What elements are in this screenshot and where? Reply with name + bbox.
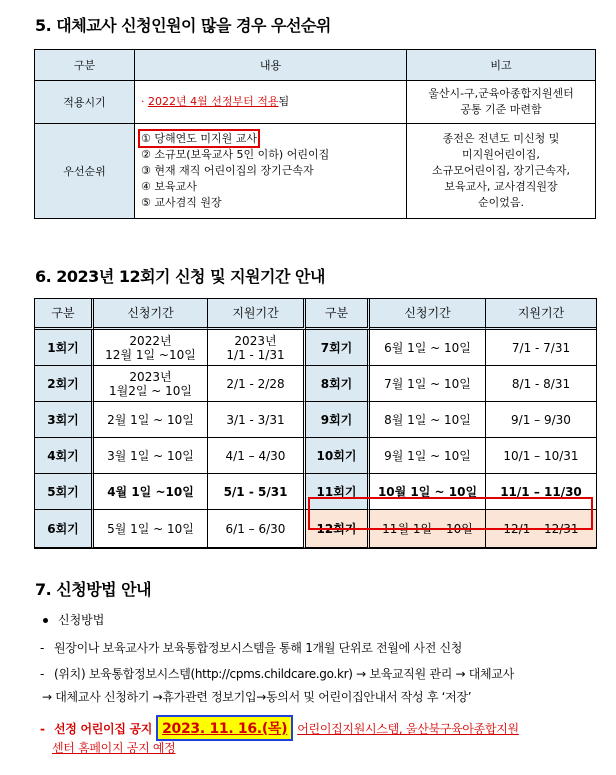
header-support-right: 지원기간 — [486, 299, 596, 330]
l-apply-cell — [94, 438, 208, 474]
cell-line: 2023년 — [129, 369, 172, 384]
priority-list — [135, 124, 407, 219]
r-round-cell: 12회기 — [306, 510, 370, 548]
header-apply-left: 신청기간 — [94, 299, 208, 330]
r-apply-cell: 6월 1일 ~ 10일 — [370, 330, 486, 366]
method-line-2 — [40, 665, 514, 682]
l-round-cell: 2회기 — [35, 366, 94, 402]
bullet-apply-method — [43, 611, 104, 628]
r-apply-cell: 8월 1일 ~ 10일 — [370, 402, 486, 438]
l-round-cell: 5회기 — [35, 474, 94, 510]
cell-line: 4월 1일 ~10일 — [107, 484, 194, 499]
method-line-5: 센터 홈페이지 공지 예정 — [52, 741, 176, 755]
dash: - — [40, 667, 45, 681]
priority-item — [141, 131, 406, 147]
period-note — [407, 81, 596, 124]
r-support-cell: 7/1 - 7/31 — [486, 330, 596, 366]
l-apply-cell — [94, 330, 208, 366]
cell-line: 6/1 – 6/30 — [225, 521, 286, 536]
l-support-cell — [208, 402, 306, 438]
l-apply-cell — [94, 510, 208, 548]
schedule-row — [35, 438, 596, 474]
method-line-1 — [40, 639, 462, 656]
cell-line: 4/1 – 4/30 — [225, 448, 286, 463]
note-line: 공통 기준 마련함 — [460, 103, 542, 116]
bullet-dot: · — [141, 95, 148, 108]
r-apply-cell: 11월 1일~ 10일 — [370, 510, 486, 548]
header-content: 내용 — [135, 50, 407, 81]
row-label-period: 적용시기 — [35, 81, 135, 124]
cell-line: 2023년 — [234, 333, 277, 348]
note-line: 미지원어린이집, — [462, 148, 540, 161]
cell-line: 5월 1일 ~ 10일 — [107, 521, 194, 536]
bullet-dot-icon — [43, 618, 48, 623]
r-support-cell: 11/1 – 11/30 — [486, 474, 596, 510]
method-text: 원장이나 보육교사가 보육통합정보시스템을 통해 1개월 단위로 전월에 사전 신청 — [54, 641, 463, 655]
note-line: 보육교사, 교사겸직원장 — [444, 180, 558, 193]
notice-label: 선정 어린이집 공지 — [54, 722, 153, 736]
header-support-left: 지원기간 — [208, 299, 306, 330]
cell-line: 3/1 - 3/31 — [226, 412, 285, 427]
priority-item-highlight: ① 당해연도 미지원 교사 — [141, 132, 257, 145]
bullet-label: 신청방법 — [58, 613, 105, 627]
l-round-cell: 6회기 — [35, 510, 94, 548]
notice-location: 어린이집지원시스템, 울산북구육아종합지원 — [297, 722, 519, 736]
note-line: 순이었음. — [477, 196, 524, 209]
l-support-cell — [208, 330, 306, 366]
header-note: 비고 — [407, 50, 596, 81]
l-support-cell — [208, 438, 306, 474]
r-support-cell: 8/1 - 8/31 — [486, 366, 596, 402]
header-category: 구분 — [35, 50, 135, 81]
schedule-row — [35, 366, 596, 402]
method-text: (위치) 보육통합정보시스템(http://cpms.childcare.go.kr) → 보육교직원 관리 → 대체교사 — [54, 667, 514, 681]
priority-item: ③ 현재 재직 어린이집의 장기근속자 — [141, 164, 314, 177]
r-apply-cell: 7월 1일 ~ 10일 — [370, 366, 486, 402]
header-apply-right: 신청기간 — [370, 299, 486, 330]
schedule-table — [34, 298, 597, 549]
notice-date: 2023. 11. 16.(목) — [156, 715, 293, 741]
cell-line: 2/1 - 2/28 — [226, 376, 285, 391]
r-round-cell: 10회기 — [306, 438, 370, 474]
r-round-cell: 7회기 — [306, 330, 370, 366]
section7-title: 7. 신청방법 안내 — [35, 580, 152, 599]
cell-line: 12월 1일 ~10일 — [105, 347, 196, 362]
schedule-row — [35, 330, 596, 366]
priority-table — [34, 49, 596, 219]
cell-line: 1월2일 ~ 10일 — [109, 383, 192, 398]
note-line: 울산시-구,군육아종합지원센터 — [428, 87, 574, 100]
period-suffix: 됨 — [278, 95, 290, 108]
section5-title: 5. 대체교사 신청인원이 많을 경우 우선순위 — [35, 16, 331, 35]
r-support-cell: 9/1 – 9/30 — [486, 402, 596, 438]
method-line-3: → 대체교사 신청하기 →휴가관련 정보기입→동의서 및 어린이집안내서 작성 후 ‘저장’ — [42, 690, 472, 704]
schedule-row — [35, 402, 596, 438]
header-round-left: 구분 — [35, 299, 94, 330]
dash: - — [40, 641, 45, 655]
l-round-cell: 4회기 — [35, 438, 94, 474]
l-support-cell — [208, 366, 306, 402]
method-line-4 — [40, 715, 519, 741]
r-apply-cell: 10월 1일 ~ 10일 — [370, 474, 486, 510]
cell-line: 3월 1일 ~ 10일 — [107, 448, 194, 463]
schedule-row — [35, 510, 596, 548]
cell-line: 2022년 — [129, 333, 172, 348]
r-round-cell: 8회기 — [306, 366, 370, 402]
l-round-cell: 3회기 — [35, 402, 94, 438]
period-highlight: 2022년 4월 선정부터 적용 — [148, 95, 279, 108]
l-round-cell: 1회기 — [35, 330, 94, 366]
dash: - — [40, 722, 45, 736]
note-line: 소규모어린이집, 장기근속자, — [431, 164, 570, 177]
priority-note — [407, 124, 596, 219]
r-round-cell: 9회기 — [306, 402, 370, 438]
section6-title: 6. 2023년 12회기 신청 및 지원기간 안내 — [35, 267, 325, 286]
l-apply-cell — [94, 366, 208, 402]
cell-line: 2월 1일 ~ 10일 — [107, 412, 194, 427]
r-support-cell: 12/1 – 12/31 — [486, 510, 596, 548]
cell-line: 1/1 - 1/31 — [226, 347, 285, 362]
l-support-cell — [208, 474, 306, 510]
priority-item: ⑤ 교사겸직 원장 — [141, 196, 222, 209]
priority-item: ④ 보육교사 — [141, 180, 197, 193]
r-apply-cell: 9월 1일 ~ 10일 — [370, 438, 486, 474]
l-support-cell — [208, 510, 306, 548]
note-line: 종전은 전년도 미신청 및 — [442, 132, 560, 145]
l-apply-cell — [94, 474, 208, 510]
priority-item: ② 소규모(보육교사 5인 이하) 어린이집 — [141, 148, 330, 161]
r-round-cell: 11회기 — [306, 474, 370, 510]
l-apply-cell — [94, 402, 208, 438]
row-label-priority: 우선순위 — [35, 124, 135, 219]
r-support-cell: 10/1 – 10/31 — [486, 438, 596, 474]
schedule-row — [35, 474, 596, 510]
cell-line: 5/1 - 5/31 — [223, 484, 288, 499]
header-round-right: 구분 — [306, 299, 370, 330]
period-content — [135, 81, 407, 124]
